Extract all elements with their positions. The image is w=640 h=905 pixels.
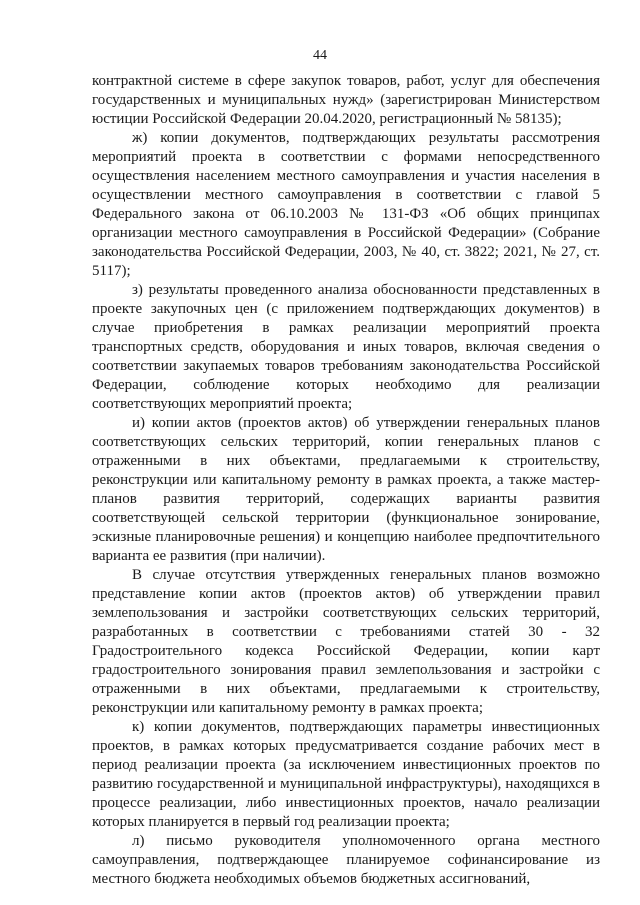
- paragraph-no-general-plans: В случае отсутствия утвержденных генеральных планов возможно представление копии актов (проектов актов) об утверждении правил землепользования и застройки соответствующих сельских территорий, разработанных в соответствии с требованиями статей 30 - 32 Градостроительного кодекса Российской Федерации, копии карт градостроительного зонирования правил землепользования и застройки с отраженными в них объектами, предлагаемыми к строительству, реконструкции или капитальному ремонту в рамках проекта;: [92, 567, 600, 716]
- page-body: [92, 72, 600, 889]
- paragraph-item-k: к) копии документов, подтверждающих параметры инвестиционных проектов, в рамках которых предусматривается создание рабочих мест в период реализации проекта (за исключением инвестиционных проектов по развитию государственной и муниципальной инфраструктуры), находящихся в процессе реализации, либо инвестиционных проектов, начало реализации которых планируется в первый год реализации проекта;: [92, 719, 600, 830]
- paragraph-item-z: з) результаты проведенного анализа обоснованности представленных в проекте закупочных цен (с приложением подтверждающих документов) в случае приобретения в рамках реализации мероприятий проекта транспортных средств, оборудования и иных товаров, включая сведения о соответствии закупаемых товаров требованиям законодательства Российской Федерации, соблюдение которых необходимо для реализации соответствующих мероприятий проекта;: [92, 282, 600, 412]
- paragraph-item-zh: ж) копии документов, подтверждающих результаты рассмотрения мероприятий проекта в соответствии с формами непосредственного осуществления населением местного самоуправления и участия населения в осуществлении местного самоуправления в соответствии с главой 5 Федерального закона от 06.10.2003 № 131-ФЗ «Об общих принципах организации местного самоуправления в Российской Федерации» (Собрание законодательства Российской Федерации, 2003, № 40, ст. 3822; 2021, № 27, ст. 5117);: [92, 130, 600, 279]
- page-number: 44: [313, 48, 327, 63]
- paragraph-item-i: и) копии актов (проектов актов) об утверждении генеральных планов соответствующих сельских территорий, копии генеральных планов с отраженными в них объектами, предлагаемыми к строительству, реконструкции или капитальному ремонту в рамках проекта, а также мастер-планов развития территорий, содержащих варианты развития соответствующей сельской территории (функциональное зонирование, эскизные планировочные решения) и концепцию наиболее предпочтительного варианта ее развития (при наличии).: [92, 415, 600, 564]
- paragraph-item-l: л) письмо руководителя уполномоченного органа местного самоуправления, подтверждающее планируемое софинансирование из местного бюджета необходимых объемов бюджетных ассигнований,: [92, 833, 600, 887]
- paragraph-continuation: контрактной системе в сфере закупок товаров, работ, услуг для обеспечения государственных и муниципальных нужд» (зарегистрирован Министерством юстиции Российской Федерации 20.04.2020, регистрационный № 58135);: [92, 73, 600, 127]
